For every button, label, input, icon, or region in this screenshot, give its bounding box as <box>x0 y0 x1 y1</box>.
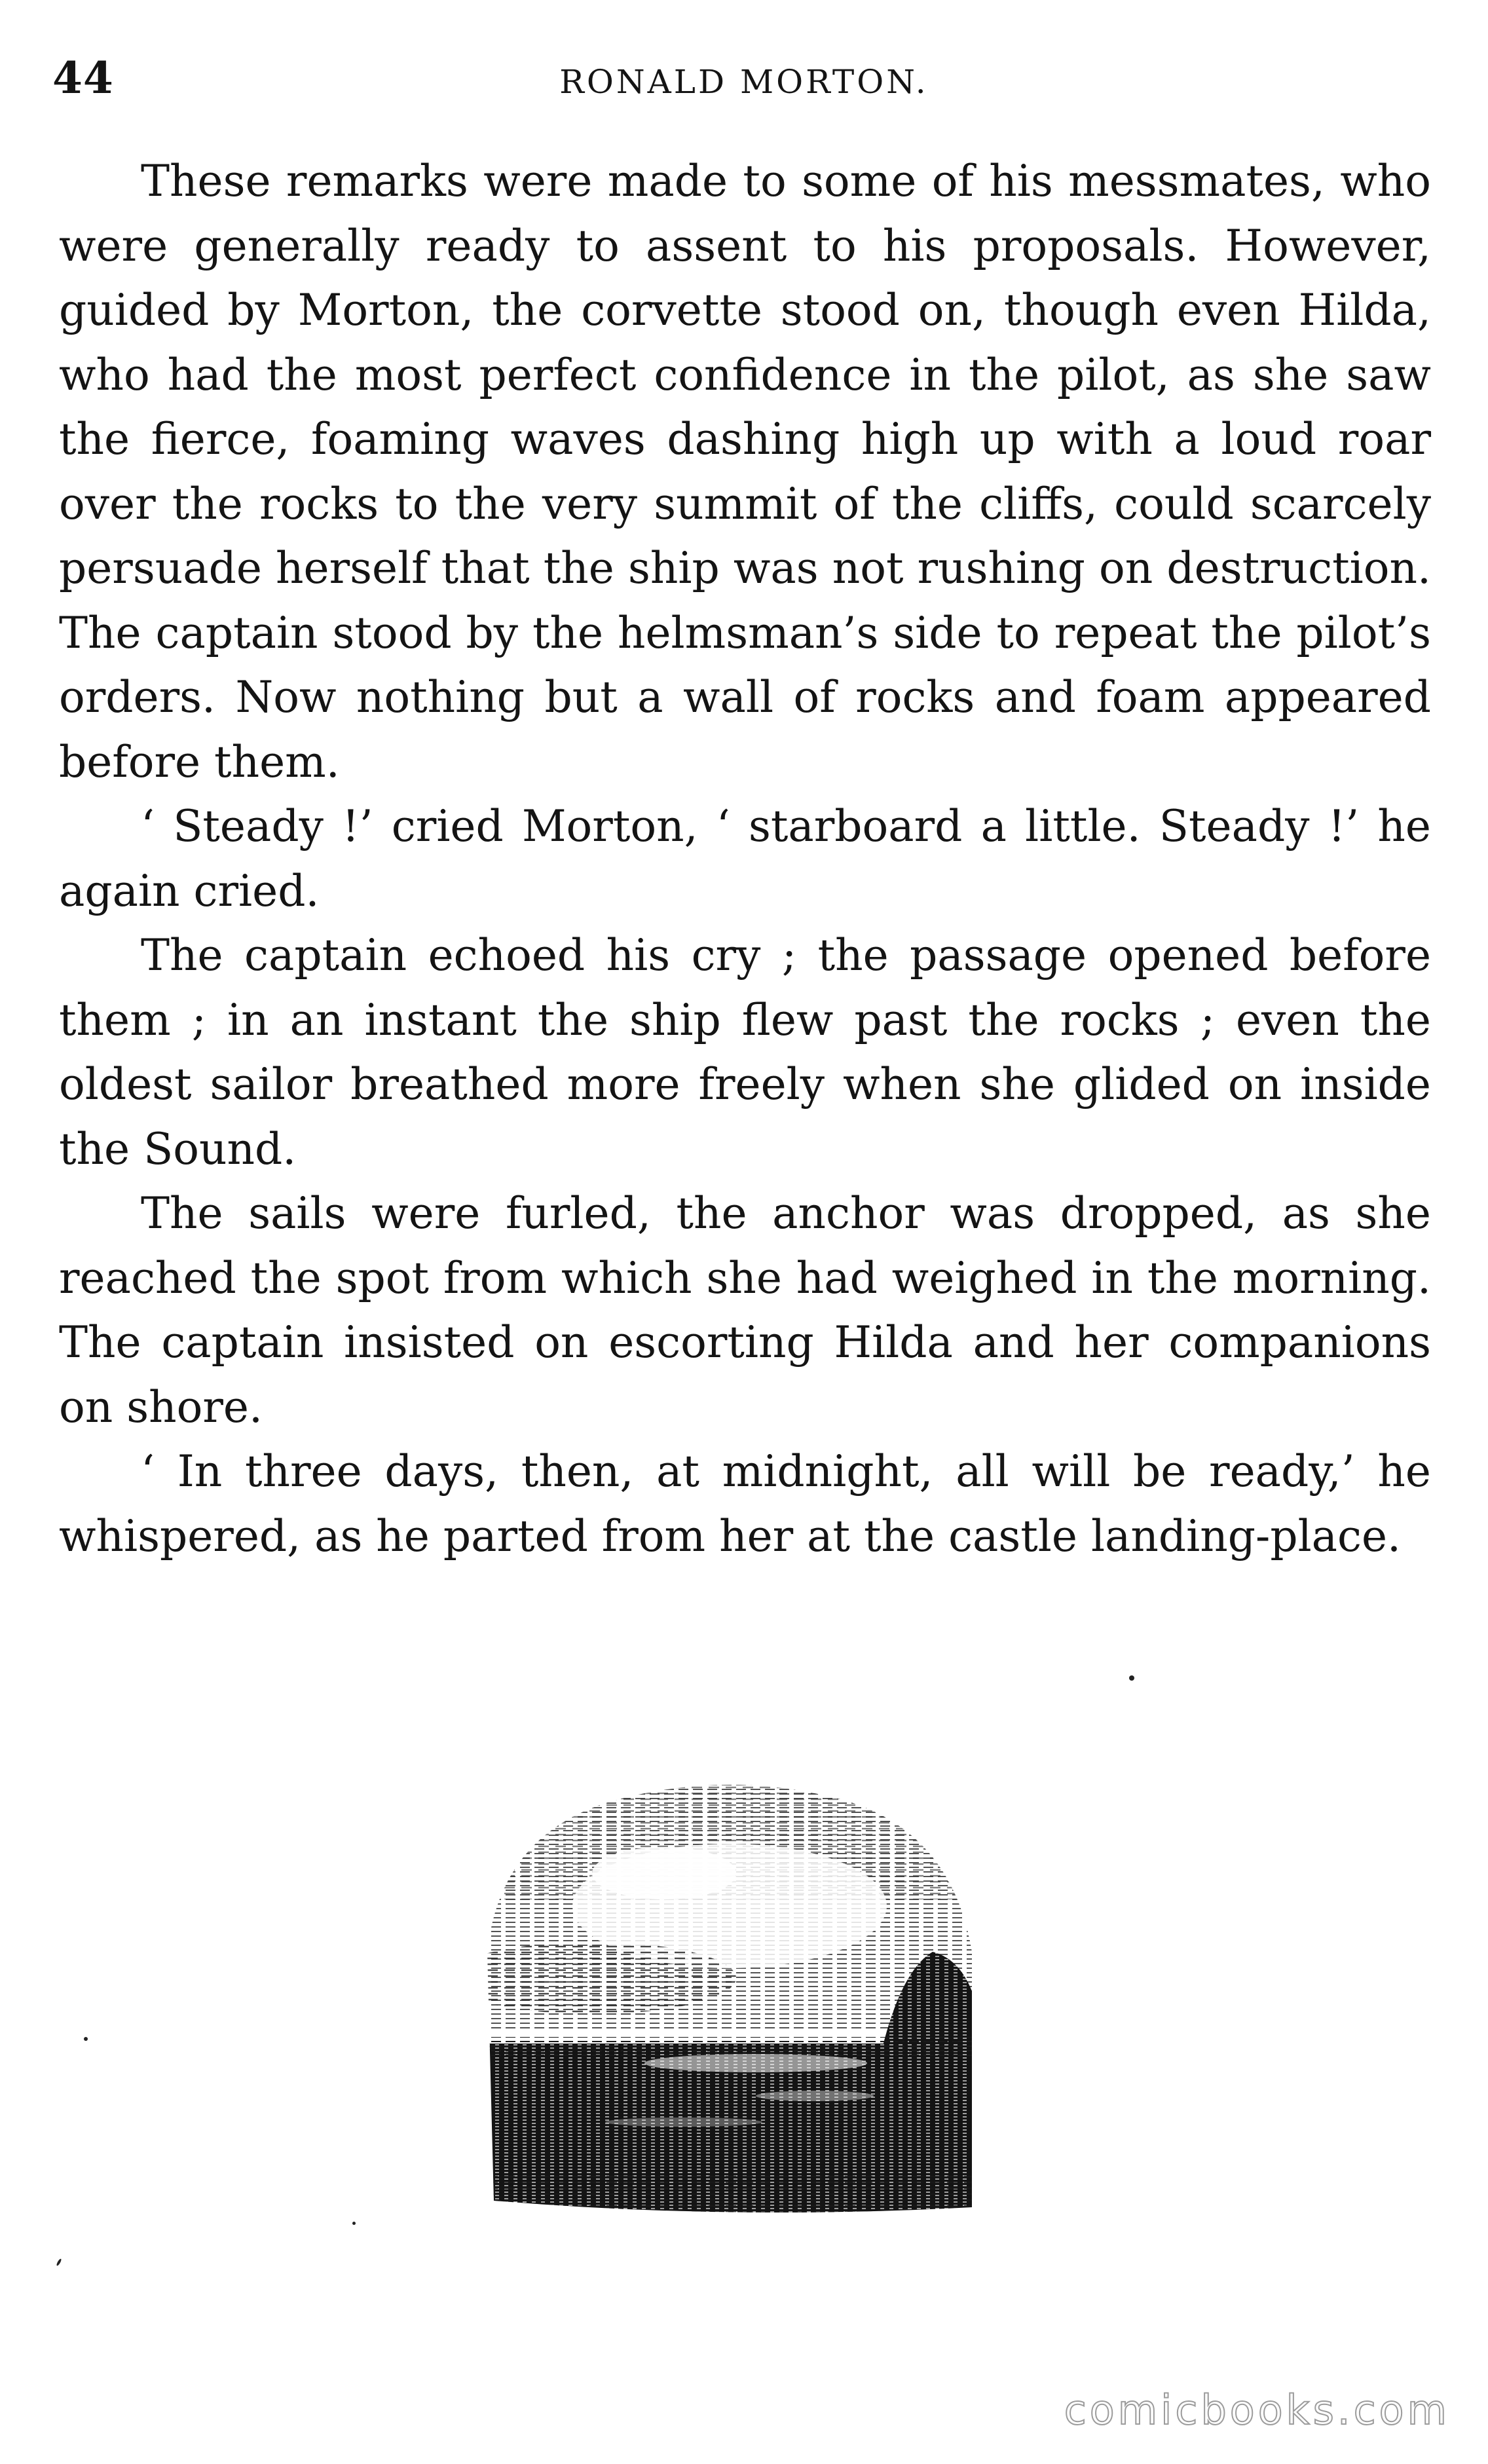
watermark: comicbooks.com <box>1064 2386 1450 2434</box>
paragraph-1: These remarks were made to some of his messmates, who were generally ready to assent to his proposals. However, guided by Morton, the corvette stood on, though even Hilda, who had the most perfect confidence in the pilot, as she saw the fierce, foaming waves dashing high up with a loud roar over the rocks to the very summit of the cliffs, could scarcely persuade herself that the ship was not rushing on destruction. The captain stood by the helmsman’s side to repeat the pilot’s orders. Now nothing but a wall of rocks and foam appeared before them. <box>59 156 1431 787</box>
ink-speck <box>84 2037 88 2041</box>
running-title: RONALD MORTON. <box>559 63 929 101</box>
paragraph-4: The sails were furled, the anchor was dropped, as she reached the spot from which she had weighed in the morning. The captain insisted on escorting Hilda and her companions on shore. <box>59 1188 1431 1432</box>
seascape-vignette <box>448 1755 1005 2228</box>
ink-speck <box>56 2258 62 2266</box>
seascape-engraving <box>448 1755 1005 2228</box>
paragraph-2: ‘ Steady !’ cried Morton, ‘ starboard a little. Steady !’ he again cried. <box>59 801 1431 916</box>
ink-speck <box>352 2222 356 2225</box>
page-number: 44 <box>52 52 114 103</box>
body-text <box>59 149 1431 1569</box>
paragraph-3: The captain echoed his cry ; the passage opened before them ; in an instant the ship flew past the rocks ; even the oldest sailor breathed more freely when she glided on inside the Sound. <box>59 930 1431 1174</box>
page-header <box>52 39 1436 105</box>
ink-speck <box>1129 1675 1134 1681</box>
paragraph-5: ‘ In three days, then, at midnight, all will be ready,’ he whispered, as he parted from her at the castle landing-place. <box>59 1446 1431 1561</box>
